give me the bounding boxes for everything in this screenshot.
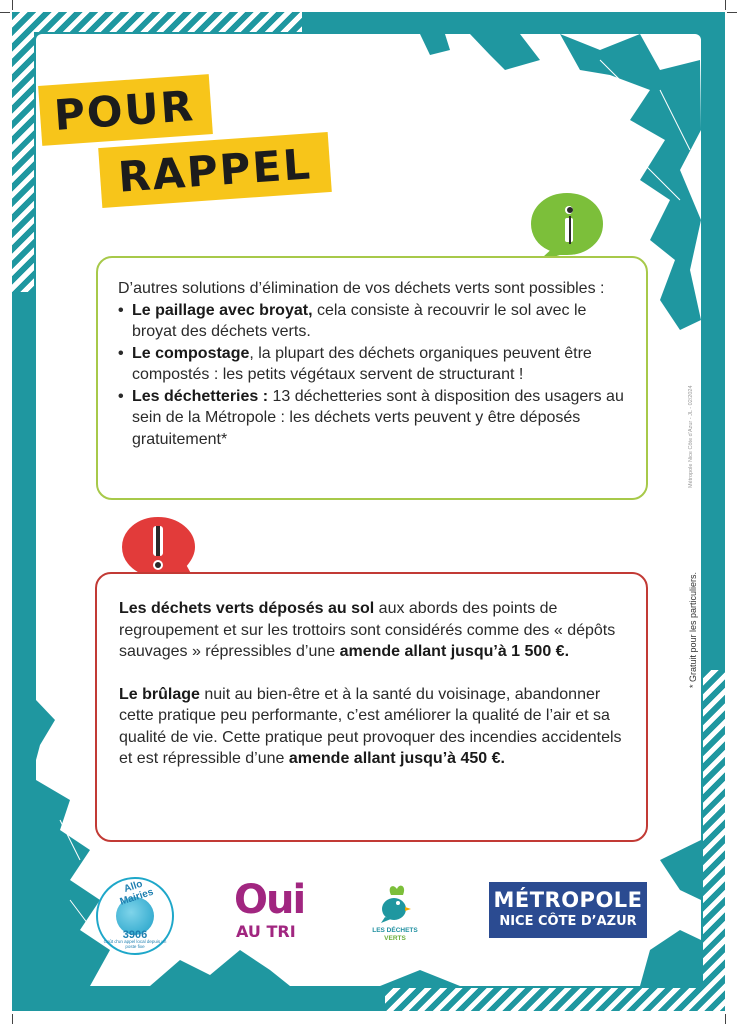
warning-bold: Le brûlage — [119, 685, 200, 703]
footnote-text: * Gratuit pour les particuliers. — [688, 571, 698, 688]
allo-mairies-logo — [96, 877, 174, 955]
dv-line-2: VERTS — [384, 935, 406, 942]
bird-icon — [377, 883, 413, 925]
warning-fine: amende allant jusqu’à 1 500 €. — [339, 643, 570, 660]
warning-box — [95, 572, 648, 842]
bullet-bold: Les déchetteries : — [132, 387, 269, 405]
info-box — [96, 256, 648, 500]
list-item — [118, 300, 630, 343]
dechets-verts-logo — [357, 883, 433, 945]
warning-paragraph-1 — [119, 598, 626, 663]
allo-title: Allo Mairies — [118, 878, 155, 908]
metropole-logo — [489, 882, 647, 938]
title-line-2: RAPPEL — [98, 132, 332, 208]
list-item — [118, 343, 630, 386]
side-credit — [684, 345, 694, 495]
warning-paragraph-2 — [119, 684, 626, 770]
warning-bold: Les déchets verts déposés au sol — [119, 600, 375, 617]
metropole-line-2: NICE CÔTE D’AZUR — [499, 914, 637, 929]
bullet-text: 13 déchetteries sont à disposition des usagers au sein de la Métropole : les déchets verts peuvent y être déposés gratuitement* — [132, 387, 624, 448]
au-tri-word: AU TRI — [236, 922, 296, 941]
dv-line-1: LES DÉCHETS — [372, 927, 418, 934]
bullet-bold: Le compostage — [132, 344, 250, 362]
oui-au-tri-logo — [234, 877, 305, 944]
bullet-text: , la plupart des déchets organiques peuvent être compostés : les petits végétaux servent de structurant ! — [132, 344, 592, 383]
oui-word: Oui — [234, 877, 305, 923]
warning-fine: amende allant jusqu’à 450 €. — [288, 750, 505, 767]
info-intro: D’autres solutions d’élimination de vos déchets verts sont possibles : — [118, 280, 605, 297]
credit-text: Métropole Nice Côte d’Azur - JL - 02/2024 — [688, 385, 694, 488]
title-line-1: POUR — [38, 74, 213, 146]
warning-text: nuit au bien-être et à la santé du voisinage, abandonner cette pratique peu performante, c’est améliorer la qualité de l’air et sa qualité de vie. Cette pratique peut provoquer des incendies accidentels et est répressible d’une — [119, 685, 622, 767]
allo-number: 3906 — [122, 929, 148, 941]
warning-text: aux abords des points de regroupement et sur les trottoirs sont considérés comme des « dépôts sauvages » répressibles d’une — [119, 600, 616, 660]
bullet: • — [118, 344, 124, 362]
bullet: • — [118, 387, 124, 405]
bullet-text: cela consiste à recouvrir le sol avec le broyat des déchets verts. — [132, 301, 587, 340]
side-footnote — [688, 540, 700, 690]
bullet-bold: Le paillage avec broyat, — [132, 301, 313, 319]
metropole-line-1: MÉTROPOLE — [493, 888, 643, 912]
list-item — [118, 386, 630, 451]
bullet: • — [118, 301, 124, 319]
allo-subtitle: Coût d’un appel local depuis un poste fixe — [103, 939, 167, 949]
